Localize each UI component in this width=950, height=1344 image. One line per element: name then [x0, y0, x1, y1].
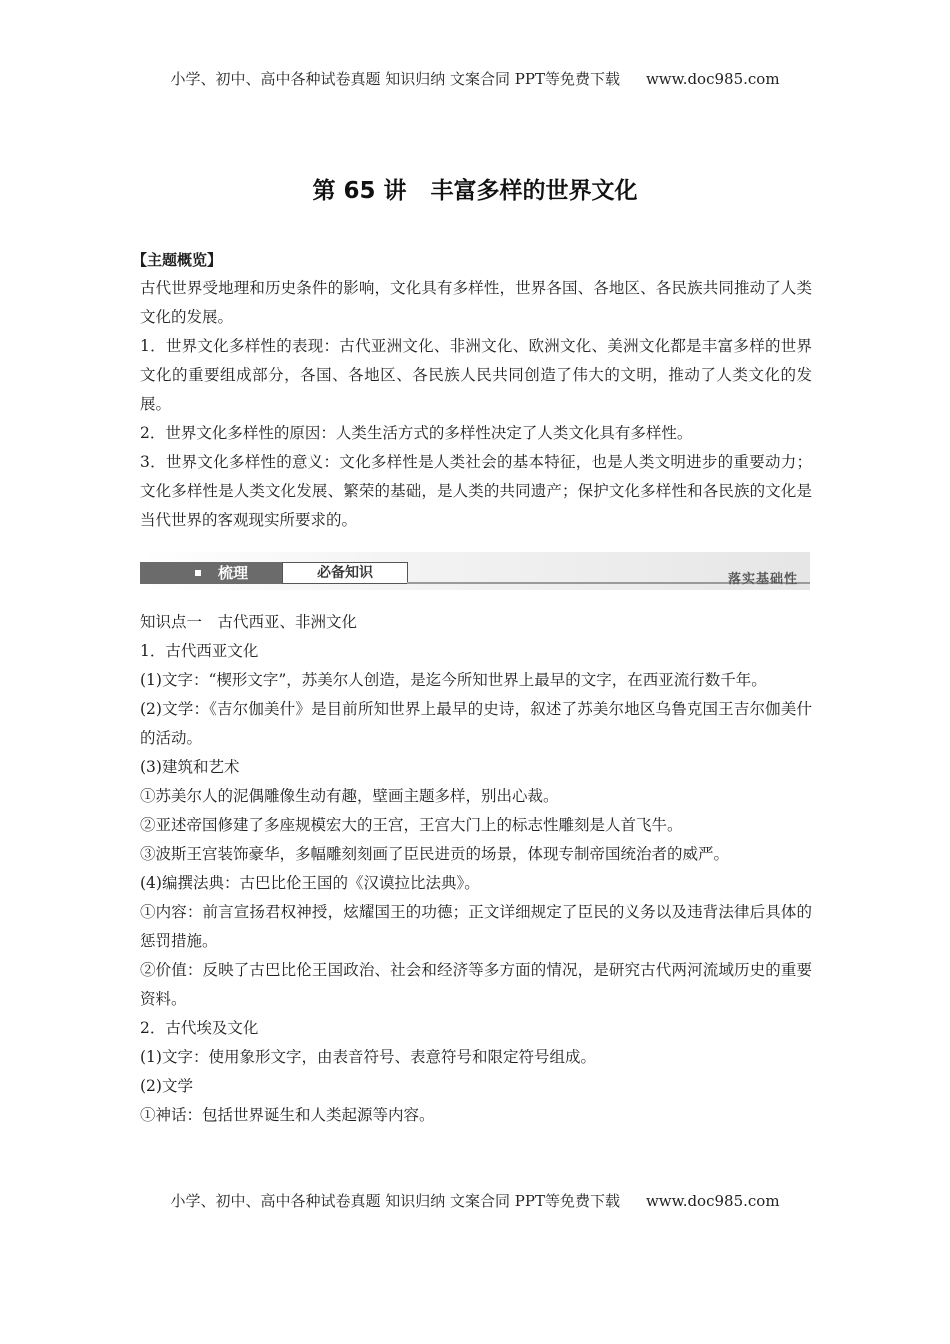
page-footer: [0, 1190, 950, 1211]
banner-tab-label: 必备知识: [282, 562, 408, 584]
knowledge-line: ①苏美尔人的泥偶雕像生动有趣，壁画主题多样，别出心裁。: [140, 787, 559, 805]
header-text: 小学、初中、高中各种试卷真题 知识归纳 文案合同 PPT等免费下载: [170, 70, 620, 88]
overview-label: 【主题概览】: [132, 251, 223, 269]
knowledge-line: (4)编撰法典：古巴比伦王国的《汉谟拉比法典》。: [140, 874, 480, 892]
knowledge-line: (3)建筑和艺术: [140, 758, 240, 776]
overview-paragraph: 2．世界文化多样性的原因：人类生活方式的多样性决定了人类文化具有多样性。: [140, 424, 693, 442]
knowledge-line: ①神话：包括世界诞生和人类起源等内容。: [140, 1106, 435, 1124]
banner-right-label: 落实基础性: [727, 572, 798, 587]
knowledge-line: ②价值：反映了古巴比伦王国政治、社会和经济等多方面的情况，是研究古代两河流域历史的重要资料。: [140, 961, 812, 1008]
overview-paragraph: 古代世界受地理和历史条件的影响，文化具有多样性，世界各国、各地区、各民族共同推动了人类文化的发展。: [140, 279, 812, 326]
page-title: [0, 172, 950, 205]
knowledge-subheading: 2．古代埃及文化: [140, 1019, 259, 1037]
section-banner: [140, 552, 810, 592]
knowledge-section: [140, 608, 812, 1130]
lecture-number: 第 65 讲: [312, 178, 407, 204]
banner-left-block: [140, 562, 282, 584]
overview-section: [132, 246, 812, 535]
banner-left-label: 梳理: [218, 564, 249, 582]
square-bullet-icon: [195, 570, 201, 576]
knowledge-line: (2)文学：《吉尔伽美什》是目前所知世界上最早的史诗，叙述了苏美尔地区乌鲁克国王吉尔伽美什的活动。: [140, 700, 812, 747]
knowledge-line: (1)文字：使用象形文字，由表音符号、表意符号和限定符号组成。: [140, 1048, 596, 1066]
knowledge-subheading: 1．古代西亚文化: [140, 642, 259, 660]
knowledge-line: ③波斯王宫装饰豪华，多幅雕刻刻画了臣民进贡的场景，体现专制帝国统治者的威严。: [140, 845, 730, 863]
knowledge-line: ②亚述帝国修建了多座规模宏大的王宫，王宫大门上的标志性雕刻是人首飞牛。: [140, 816, 683, 834]
page-header: [0, 68, 950, 89]
header-site-link[interactable]: www.doc985.com: [645, 70, 780, 88]
overview-paragraph: 3．世界文化多样性的意义：文化多样性是人类社会的基本特征，也是人类文明进步的重要动力；文化多样性是人类文化发展、繁荣的基础，是人类的共同遗产；保护文化多样性和各民族的文化是当代世界的客观现实所要求的。: [140, 453, 812, 529]
knowledge-line: ①内容：前言宣扬君权神授，炫耀国王的功德；正文详细规定了臣民的义务以及违背法律后具体的惩罚措施。: [140, 903, 812, 950]
lecture-topic: 丰富多样的世界文化: [430, 178, 638, 204]
overview-paragraph: 1．世界文化多样性的表现：古代亚洲文化、非洲文化、欧洲文化、美洲文化都是丰富多样的世界文化的重要组成部分，各国、各地区、各民族人民共同创造了伟大的文明，推动了人类文化的发展。: [140, 337, 812, 413]
footer-text: 小学、初中、高中各种试卷真题 知识归纳 文案合同 PPT等免费下载: [170, 1192, 620, 1210]
knowledge-heading: 知识点一 古代西亚、非洲文化: [140, 613, 358, 631]
footer-site-link[interactable]: www.doc985.com: [645, 1192, 780, 1210]
knowledge-line: (1)文字：“楔形文字”，苏美尔人创造，是迄今所知世界上最早的文字，在西亚流行数千年。: [140, 671, 767, 689]
knowledge-line: (2)文学: [140, 1077, 193, 1095]
